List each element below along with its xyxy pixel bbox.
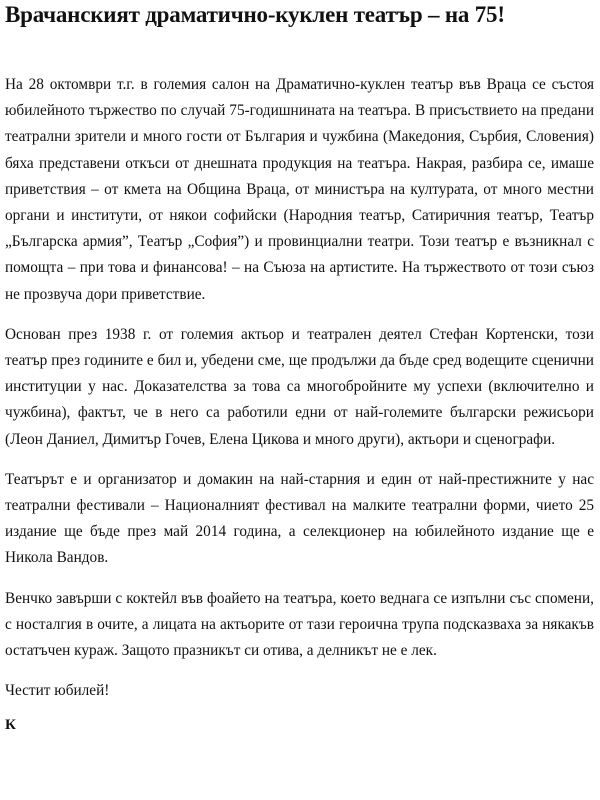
- article-title: Врачанският драматично-куклен театър – на 75!: [5, 2, 505, 27]
- article-paragraph-1: На 28 октомври т.г. в големия салон на Драматично-куклен театър във Враца се състоя юбилейното тържество по случай 75-годишнината на театъра. В присъствието на предани театрални зрители и много гости от България и чужбина (Македония, Сърбия, Словения) бяха представени откъси от днешната продукция на театъра. Накрая, разбира се, имаше приветствия – от кмета на Община Враца, от министъра на културата, от много местни органи и институти, от някои софийски (Народния театър, Сатиричния театър, Театър „Българска армия”, Театър „София”) и провинциални театри. Този театър е възникнал с помощта – при това и финансова! – на Съюза на артистите. На тържеството от този съюз не прозвуча дори приветствие.: [5, 76, 594, 303]
- article-paragraph-4: Венчко завърши с коктейл във фоайето на театъра, което веднага се изпълни със спомени, с носталгия в очите, а лицата на актьорите от тази героична трупа подсказваха за някакъв остатъчен кураж. Защото празникът си отива, а делникът не е лек.: [5, 589, 594, 660]
- author-signature: К: [5, 717, 16, 734]
- closing-line: Честит юбилей!: [5, 682, 110, 700]
- article-paragraph-2: Основан през 1938 г. от големия актьор и театрален деятел Стефан Кортенски, този театър през годините е бил и, убедени сме, ще продължи да бъде сред водещите сценични институции у нас. Доказателства за това са многобройните му успехи (включително и чужбина), фактът, че в него са работили едни от най-големите български режисьори (Леон Даниел, Димитър Гочев, Елена Цикова и много други), актьори и сценографи.: [5, 325, 594, 448]
- article-paragraph-3: Театърът е и организатор и домакин на най-старния и един от най-престижните у нас театрални фестивали – Националният фестивал на малките театрални форми, чието 25 издание ще бъде през май 2014 година, а селекционер на юбилейното издание ще е Никола Вандов.: [5, 470, 594, 567]
